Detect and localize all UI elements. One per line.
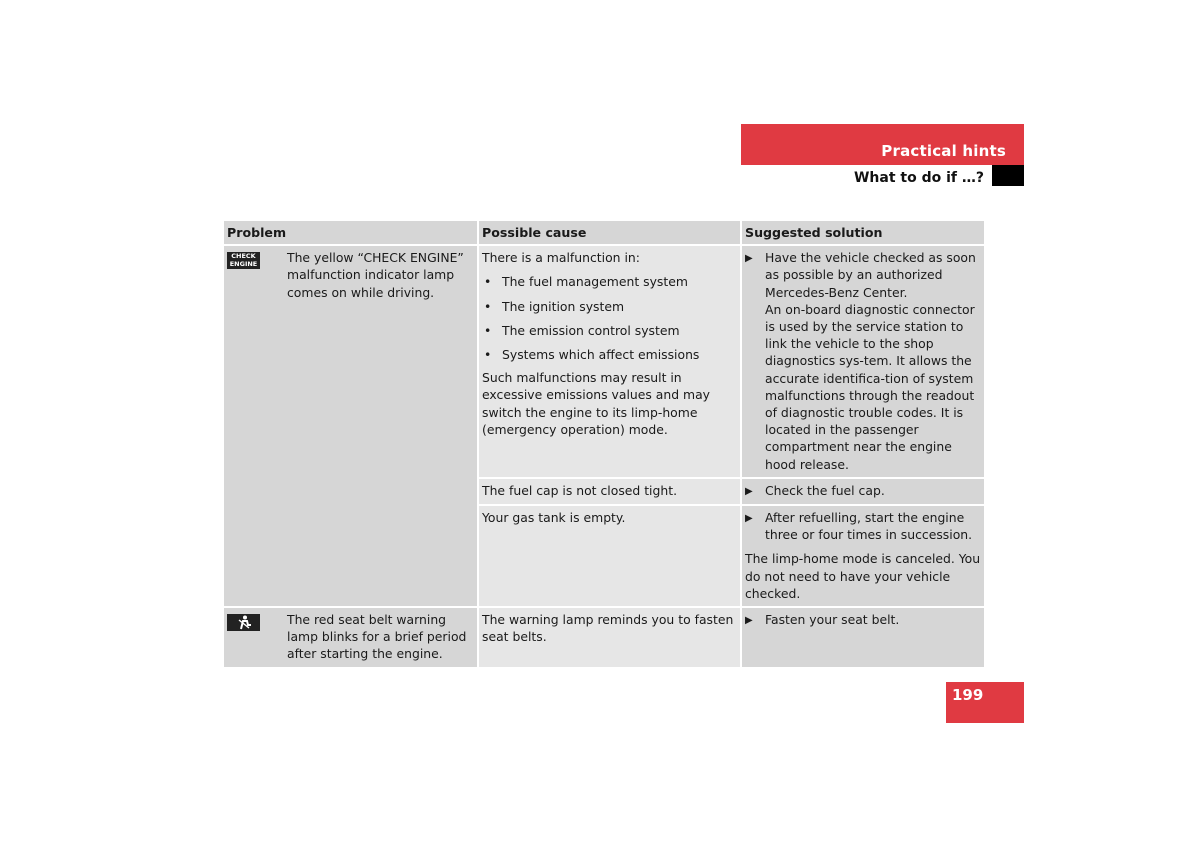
solution-cell	[741, 478, 984, 505]
solution-cell	[741, 505, 984, 607]
cause-note: Such malfunctions may result in excessive emissions values and may switch the engine to its limp-home (emergency operation) mode.	[482, 370, 711, 437]
cause-cell: The warning lamp reminds you to fasten seat belts.	[478, 607, 741, 667]
page-number-box	[946, 682, 1024, 723]
subsection-title: What to do if …?	[853, 170, 984, 186]
cause-cell: Your gas tank is empty.	[478, 505, 741, 607]
problem-cell-seat-belt	[224, 607, 478, 667]
page-number: 199	[952, 686, 984, 704]
step-arrow-icon: ▶	[745, 253, 753, 265]
section-header-bar	[741, 124, 1024, 165]
column-header-problem: Problem	[224, 221, 478, 245]
step-arrow-icon: ▶	[745, 615, 753, 627]
list-item: • The fuel management system	[482, 273, 737, 290]
table-row	[224, 607, 984, 667]
step-arrow-icon: ▶	[745, 513, 753, 525]
cause-cell: The fuel cap is not closed tight.	[478, 478, 741, 505]
table-row	[224, 245, 984, 478]
column-header-cause: Possible cause	[478, 221, 741, 245]
troubleshooting-table	[224, 221, 984, 667]
header-marker-block	[992, 165, 1024, 186]
solution-cell	[741, 607, 984, 667]
cause-list	[482, 273, 737, 363]
list-item: • The emission control system	[482, 322, 737, 339]
table-header-row	[224, 221, 984, 245]
cause-cell	[478, 245, 741, 478]
solution-cell	[741, 245, 984, 478]
solution-detail: An on-board diagnostic connector is used by the service station to link the vehicle to the shop diagnostics sys-tem. It allows the accurate identifica-tion of system malfunctions through the readout of diagnostic trouble codes. It is located in the passenger compartment near the engine hood release.	[765, 301, 975, 472]
problem-cell-check-engine	[224, 245, 478, 607]
seat-belt-warning-icon	[227, 614, 260, 631]
solution-text: Fasten your seat belt.	[765, 612, 900, 628]
step-arrow-icon: ▶	[745, 485, 753, 497]
solution-text: Have the vehicle checked as soon as possible by an authorized Mercedes-Benz Center.	[765, 250, 976, 300]
cause-intro: There is a malfunction in:	[482, 250, 640, 266]
list-item: • Systems which affect emissions	[482, 346, 737, 363]
section-title: Practical hints	[881, 142, 1006, 160]
column-header-solution: Suggested solution	[741, 221, 984, 245]
check-engine-icon: CHECK ENGINE	[227, 252, 260, 269]
subsection-header	[741, 165, 1024, 187]
solution-text: After refuelling, start the engine three or four times in succession.	[765, 510, 973, 543]
solution-note: The limp-home mode is canceled. You do not need to have your vehicle checked.	[745, 551, 981, 601]
solution-text: Check the fuel cap.	[765, 482, 885, 498]
problem-text: The yellow “CHECK ENGINE” malfunction indicator lamp comes on while driving.	[287, 250, 464, 300]
list-item: • The ignition system	[482, 298, 737, 315]
problem-text: The red seat belt warning lamp blinks for a brief period after starting the engine.	[287, 612, 467, 662]
